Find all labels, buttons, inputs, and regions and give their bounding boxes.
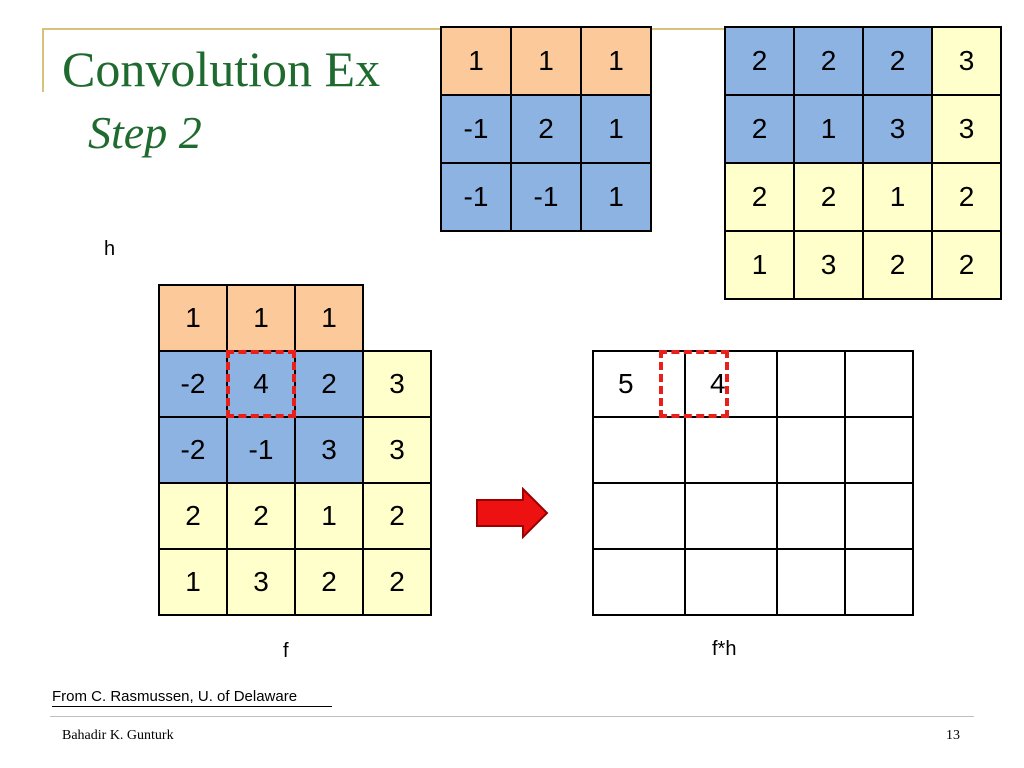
image-cell: 2 — [932, 163, 1001, 231]
result-cell — [593, 549, 685, 615]
result-cell — [593, 483, 685, 549]
image-cell: 2 — [932, 231, 1001, 299]
result-cell — [593, 417, 685, 483]
image-cell: 1 — [725, 231, 794, 299]
kernel-grid — [440, 26, 652, 232]
kernel-cell: 1 — [581, 163, 651, 231]
result-cell — [777, 351, 845, 417]
result-cell — [777, 549, 845, 615]
image-grid — [724, 26, 1002, 300]
result-cell: 4 — [685, 351, 777, 417]
result-cell: 5 — [593, 351, 685, 417]
image-cell: 2 — [794, 163, 863, 231]
overlay-highlight-box — [226, 350, 296, 418]
footer-author: Bahadir K. Gunturk — [62, 728, 174, 743]
result-cell — [845, 417, 913, 483]
overlay-cell: 2 — [363, 549, 431, 615]
overlay-cell: 2 — [295, 549, 363, 615]
result-cell — [777, 483, 845, 549]
overlay-cell: 1 — [159, 285, 227, 351]
kernel-cell: 1 — [441, 27, 511, 95]
result-cell — [777, 417, 845, 483]
result-cell — [845, 483, 913, 549]
image-cell: 2 — [725, 27, 794, 95]
kernel-cell: 2 — [511, 95, 581, 163]
result-cell — [845, 549, 913, 615]
overlay-cell: 3 — [295, 417, 363, 483]
overlay-cell: 2 — [227, 483, 295, 549]
kernel-cell: 1 — [581, 95, 651, 163]
overlay-cell: 1 — [295, 483, 363, 549]
image-cell: 1 — [794, 95, 863, 163]
slide-subtitle: Step 2 — [88, 107, 202, 158]
overlay-cell: 2 — [159, 483, 227, 549]
image-cell: 2 — [863, 27, 932, 95]
overlay-cell: 3 — [227, 549, 295, 615]
image-cell: 2 — [794, 27, 863, 95]
overlay-cell: -2 — [159, 351, 227, 417]
overlay-kernel-top-row — [158, 284, 364, 352]
kernel-cell: -1 — [441, 95, 511, 163]
overlay-cell: 1 — [227, 285, 295, 351]
overlay-cell: -2 — [159, 417, 227, 483]
decorative-left-rule — [42, 28, 44, 92]
image-cell: 3 — [932, 95, 1001, 163]
image-cell: 3 — [794, 231, 863, 299]
kernel-label: h — [104, 238, 116, 260]
overlay-cell: 3 — [363, 417, 431, 483]
image-cell: 2 — [863, 231, 932, 299]
overlay-cell: 4 — [227, 351, 295, 417]
slide-title: Convolution Ex — [62, 41, 381, 97]
kernel-cell: 1 — [511, 27, 581, 95]
page-number: 13 — [946, 728, 960, 743]
result-cell — [845, 351, 913, 417]
image-cell: 2 — [725, 163, 794, 231]
image-cell: 2 — [725, 95, 794, 163]
kernel-cell: 1 — [581, 27, 651, 95]
result-highlight-box — [659, 350, 729, 418]
result-cell — [685, 549, 777, 615]
image-label: f — [283, 640, 289, 662]
overlay-cell: 3 — [363, 351, 431, 417]
footer-rule — [50, 716, 974, 717]
image-cell: 3 — [932, 27, 1001, 95]
kernel-cell: -1 — [511, 163, 581, 231]
result-cell — [685, 483, 777, 549]
overlay-cell: 1 — [159, 549, 227, 615]
image-cell: 1 — [863, 163, 932, 231]
result-grid — [592, 350, 914, 616]
overlay-cell: 2 — [363, 483, 431, 549]
overlay-cell: -1 — [227, 417, 295, 483]
overlay-cell: 1 — [295, 285, 363, 351]
credit-underline — [52, 706, 332, 707]
kernel-cell: -1 — [441, 163, 511, 231]
result-label: f*h — [712, 638, 737, 660]
right-arrow-icon — [475, 487, 549, 539]
overlay-cell: 2 — [295, 351, 363, 417]
credit-text: From C. Rasmussen, U. of Delaware — [52, 688, 298, 705]
result-cell — [685, 417, 777, 483]
image-cell: 3 — [863, 95, 932, 163]
